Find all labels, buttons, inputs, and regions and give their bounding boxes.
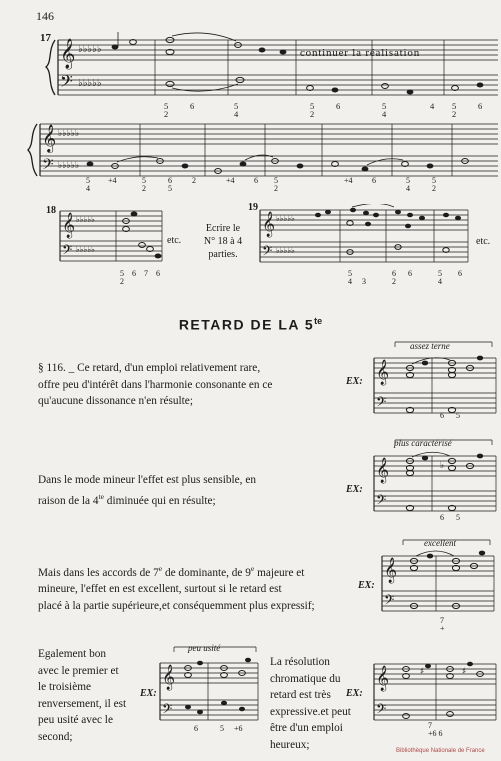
figure: 3 xyxy=(362,277,366,286)
figure: 4 xyxy=(430,101,435,111)
figure: 6 xyxy=(336,101,341,111)
example-3-staff xyxy=(378,536,498,616)
figure: 6 xyxy=(156,269,160,278)
svg-text:♭♭♭♭♭: ♭♭♭♭♭ xyxy=(276,246,295,255)
example-3-label: EX: xyxy=(358,580,375,591)
paragraph-line: expressive.et peut xyxy=(270,705,351,718)
example-4-figures xyxy=(194,725,243,733)
figure: 2 xyxy=(164,109,169,119)
figure: 5 xyxy=(456,513,460,522)
page-number: 146 xyxy=(36,9,54,23)
figure: 5 xyxy=(274,176,278,185)
section-title xyxy=(0,316,501,333)
figure: 2 xyxy=(142,184,146,193)
figure: 5 xyxy=(406,176,410,185)
figure: 2 xyxy=(192,176,196,185)
figure: 4 xyxy=(86,184,90,193)
figure: 4 xyxy=(406,184,410,193)
exercise-19-number: 19 xyxy=(248,202,258,213)
svg-text:𝄞: 𝄞 xyxy=(162,665,176,690)
svg-text:♭: ♭ xyxy=(440,461,445,471)
figure: 5 xyxy=(168,184,172,193)
figure: 5 xyxy=(452,101,457,111)
figure: 5 xyxy=(438,269,442,278)
exercise-19-staff xyxy=(258,204,478,279)
svg-text:♭♭♭♭♭: ♭♭♭♭♭ xyxy=(78,78,102,89)
figure: 2 xyxy=(432,184,436,193)
svg-text:♭♭♭♭♭: ♭♭♭♭♭ xyxy=(276,214,295,223)
svg-text:𝄢: 𝄢 xyxy=(384,592,395,611)
figure: 6 xyxy=(190,101,195,111)
exercise-19-etc: etc. xyxy=(476,236,491,247)
figure: +4 xyxy=(344,176,353,185)
svg-text:𝄢: 𝄢 xyxy=(376,394,387,413)
figure: 6 xyxy=(440,411,444,420)
figure: +4 xyxy=(108,176,117,185)
svg-text:♯: ♯ xyxy=(462,667,467,677)
figure: 4 xyxy=(348,277,352,286)
svg-text:𝄞: 𝄞 xyxy=(376,666,390,691)
paragraph-line: heureux; xyxy=(270,738,310,751)
figure: 7 xyxy=(144,269,148,278)
svg-text:𝄢: 𝄢 xyxy=(60,71,73,95)
svg-text:♭♭♭♭♭: ♭♭♭♭♭ xyxy=(76,215,95,224)
svg-text:𝄢: 𝄢 xyxy=(162,701,173,720)
figure: 6 xyxy=(392,269,396,278)
example-2-figures xyxy=(440,513,460,522)
example-3-annotation: excellent xyxy=(424,538,456,548)
figure: +6 xyxy=(234,724,243,733)
figure: 2 xyxy=(274,184,278,193)
figure: 5 xyxy=(456,411,460,420)
paragraph-line: Egalement bon xyxy=(38,648,107,660)
figure: 5 xyxy=(220,724,224,733)
paragraph-line: placé à la partie supérieure,et conséquemment plus expressif; xyxy=(38,599,315,612)
figure: 5 xyxy=(432,176,436,185)
paragraph-inversions xyxy=(38,646,138,745)
svg-text:♭♭♭♭♭: ♭♭♭♭♭ xyxy=(78,44,102,55)
paragraph-line: qu'aucune dissonance n'en résulte; xyxy=(38,395,193,407)
svg-text:𝄞: 𝄞 xyxy=(384,558,398,583)
figure: 4 xyxy=(234,109,239,119)
example-1-figures xyxy=(440,411,460,420)
paragraph-line: raison de la $4^{te}$ diminuée qui en résulte; xyxy=(38,491,216,507)
figure: 5 xyxy=(120,269,124,278)
figure: 7 xyxy=(440,616,444,625)
paragraph-line: chromatique du xyxy=(270,672,341,685)
figure: 4 xyxy=(438,277,442,286)
paragraph-line: § 116. _ Ce retard, d'un emploi relativement rare, xyxy=(38,362,261,374)
paragraph-line: peu usité avec le xyxy=(38,714,113,726)
svg-text:𝄞: 𝄞 xyxy=(62,213,76,238)
svg-text:𝄞: 𝄞 xyxy=(60,39,76,69)
figure: 7 xyxy=(428,721,432,730)
paragraph-dominant xyxy=(38,561,350,614)
example-5-figures xyxy=(428,722,443,738)
figure: 6 xyxy=(458,269,462,278)
figure: 4 xyxy=(382,109,387,119)
paragraph-line: renversement, il est xyxy=(38,697,127,710)
figure: 5 xyxy=(164,101,169,111)
figure: 6 xyxy=(408,269,412,278)
figure: 6 xyxy=(194,724,198,733)
svg-text:𝄞: 𝄞 xyxy=(376,360,390,385)
paragraph-line: être d'un emploi xyxy=(270,722,343,734)
paragraph-line: le troisième xyxy=(38,681,92,693)
library-watermark: Bibliothèque Nationale de France xyxy=(396,748,485,754)
exercise-18-etc: etc. xyxy=(167,235,182,246)
figure: + xyxy=(440,624,445,633)
svg-text:𝄢: 𝄢 xyxy=(62,242,73,261)
svg-text:𝄞: 𝄞 xyxy=(262,212,276,237)
svg-text:♭♭♭♭♭: ♭♭♭♭♭ xyxy=(76,245,95,254)
figure: 6 xyxy=(372,176,376,185)
svg-text:♭♭♭♭♭: ♭♭♭♭♭ xyxy=(58,129,80,139)
figure: 2 xyxy=(120,277,124,286)
exercise-18-number: 18 xyxy=(46,205,56,216)
svg-text:𝄞: 𝄞 xyxy=(376,458,390,483)
figure: 5 xyxy=(86,176,90,185)
figure: +6 xyxy=(428,729,437,738)
svg-text:𝄢: 𝄢 xyxy=(376,492,387,511)
svg-text:𝄢: 𝄢 xyxy=(42,156,54,177)
section-title-main: RETARD DE LA 5 xyxy=(178,316,315,333)
paragraph-chromatic xyxy=(270,654,360,753)
exercise-17-system-2 xyxy=(0,118,501,198)
figure: 6 xyxy=(254,176,258,185)
svg-text:𝄢: 𝄢 xyxy=(376,701,387,720)
instruction-line: parties. xyxy=(208,249,238,260)
figure: 6 xyxy=(440,513,444,522)
figure: 5 xyxy=(234,101,239,111)
paragraph-line: La résolution xyxy=(270,656,330,668)
figure: 5 xyxy=(310,101,315,111)
paragraph-line: Dans le mode mineur l'effet est plus sensible, en xyxy=(38,474,256,486)
figure: 2 xyxy=(452,109,457,119)
svg-text:♯: ♯ xyxy=(420,667,425,677)
paragraph-line: mineure, l'effet en est excellent, surtout si le retard est xyxy=(38,583,282,596)
example-1-annotation: assez terne xyxy=(410,341,450,351)
example-2-annotation: plus caractérisé xyxy=(394,438,452,448)
figure: 6 xyxy=(438,729,443,738)
figure: +4 xyxy=(226,176,235,185)
paragraph-minor-mode xyxy=(38,472,338,509)
svg-text:𝄞: 𝄞 xyxy=(42,124,57,152)
figure: 6 xyxy=(478,101,483,111)
paragraph-line: offre peu d'intérêt dans l'harmonie consonante en ce xyxy=(38,378,273,391)
paragraph-116 xyxy=(38,360,338,410)
exercise-17-instruction: continuer la réalisation xyxy=(300,47,420,59)
figure: 5 xyxy=(348,269,352,278)
figure: 6 xyxy=(168,176,172,185)
example-1-label: EX: xyxy=(346,376,363,387)
example-5-label: EX: xyxy=(346,688,363,699)
example-4-label: EX: xyxy=(140,688,157,699)
figure: 5 xyxy=(382,101,387,111)
paragraph-line: second; xyxy=(38,730,73,743)
paragraph-line: retard est très xyxy=(270,689,331,701)
example-5-staff xyxy=(370,648,500,728)
instruction-line: Ecrire le xyxy=(205,223,241,234)
paragraph-line: avec le premier et xyxy=(38,664,119,677)
example-4-annotation: peu usité xyxy=(188,643,221,653)
figure: 6 xyxy=(132,269,136,278)
instruction-line: N° 18 à 4 xyxy=(203,236,243,247)
section-title-sup: te xyxy=(314,316,323,326)
exercise-18-instruction xyxy=(195,222,251,261)
example-3-figures xyxy=(440,617,445,633)
example-2-label: EX: xyxy=(346,484,363,495)
figure: 2 xyxy=(310,109,315,119)
example-4-staff xyxy=(158,643,263,733)
svg-text:♭♭♭♭♭: ♭♭♭♭♭ xyxy=(58,161,80,171)
svg-text:𝄢: 𝄢 xyxy=(262,243,273,262)
figure: 2 xyxy=(392,277,396,286)
paragraph-line: Mais dans les accords de 7e de dominante, de 9e majeure et xyxy=(38,564,305,579)
exercise-17-number: 17 xyxy=(40,32,51,44)
example-2-staff xyxy=(370,436,500,516)
figure: 5 xyxy=(142,176,146,185)
